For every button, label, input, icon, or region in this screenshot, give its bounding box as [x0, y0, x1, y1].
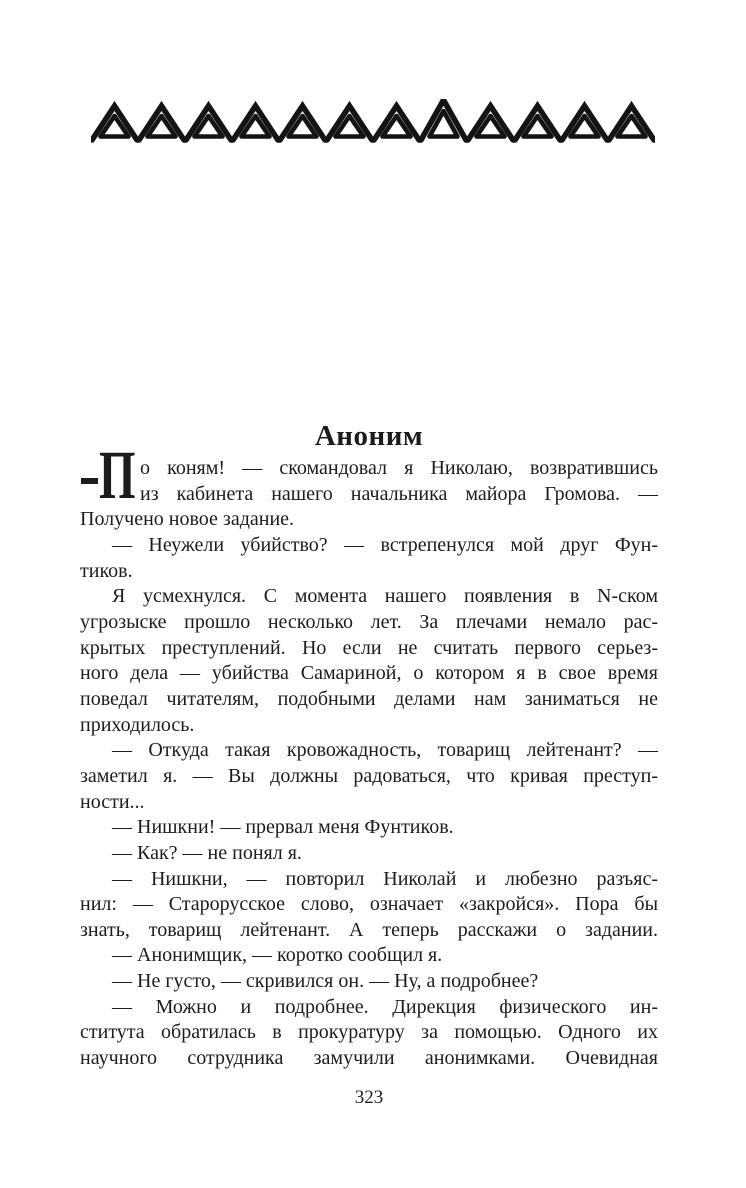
dropcap-row: [80, 437, 658, 513]
text-line: — Неужели убийство? — встрепенулся мой друг Фун-: [112, 533, 658, 556]
text-line: приходилось.: [80, 713, 195, 736]
dropcap-adjacent-lines: [140, 456, 658, 507]
text-line: — Можно и подробнее. Дирекция физического ин-: [112, 995, 658, 1018]
paragraph: [80, 841, 658, 867]
text-line: научного сотрудника замучили анонимками. Очевидная: [80, 1047, 658, 1070]
paragraph: [80, 943, 658, 969]
text-line: о коням! — скомандовал я Николаю, возвратившись: [140, 457, 658, 479]
text-line: из кабинета нашего начальника майора Громова. —: [140, 482, 658, 505]
page-number: 323: [354, 1087, 384, 1108]
text-line: тиков.: [80, 559, 133, 582]
text-line: — Нишкни, — повторил Николай и любезно разъяс-: [112, 867, 658, 890]
dropcap: [80, 437, 140, 513]
paragraph: [80, 867, 658, 944]
text-line: Получено новое задание.: [80, 508, 295, 531]
paragraph: [80, 815, 658, 841]
paragraph: [80, 995, 658, 1072]
paragraph: [80, 738, 658, 815]
text-line: Я усмехнулся. С момента нашего появления в N-ском: [112, 585, 658, 608]
dropcap-dash-icon: [81, 478, 98, 484]
text-line: поведал читателям, подобными делами нам заниматься не: [80, 687, 658, 710]
text-line: знать, товарищ лейтенант. А теперь расскажи о задании.: [80, 918, 658, 941]
chapter-title: Аноним: [314, 420, 424, 453]
text-line: заметил я. — Вы должны радоваться, что кривая преступ-: [80, 764, 658, 787]
text-line: крытых преступлений. Но если не считать первого серьез-: [80, 636, 658, 659]
text-line: ститута обратилась в прокуратуру за помощью. Одного их: [80, 1021, 658, 1044]
text-line: ного дела — убийства Самариной, о котором я в свое время: [80, 662, 658, 685]
text-line: — Как? — не понял я.: [112, 841, 302, 864]
text-line: — Откуда такая кровожадность, товарищ лейтенант? —: [112, 739, 658, 762]
text-line: — Не густо, — скривился он. — Ну, а подробнее?: [112, 970, 539, 993]
text-line: угрозыске прошло несколько лет. За плечами немало рас-: [80, 610, 658, 633]
chapter-ornament triangle-band-icon: [91, 99, 655, 143]
text-line: нил: — Старорусское слово, означает «закройся». Пора бы: [80, 893, 658, 916]
paragraph: [80, 584, 658, 738]
text-line: — Анонимщик, — коротко сообщил я.: [112, 944, 443, 967]
paragraph: [80, 969, 658, 995]
body-text: [80, 437, 658, 1072]
text-line: — Нишкни! — прервал меня Фунтиков.: [112, 816, 454, 839]
paragraph: [80, 437, 658, 533]
text-line: ности...: [80, 790, 145, 813]
dropcap-letter: П: [99, 437, 136, 513]
paragraph: [80, 533, 658, 584]
